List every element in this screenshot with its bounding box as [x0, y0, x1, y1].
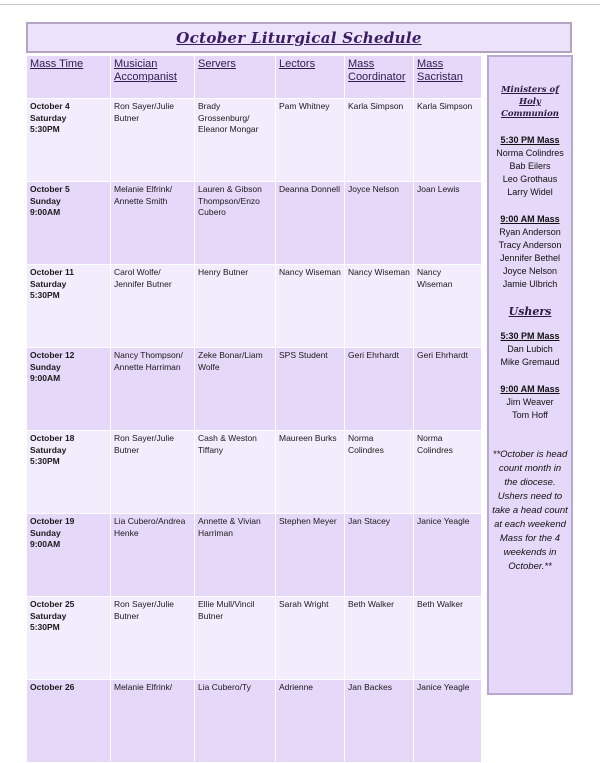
coordinator-cell: Norma Colindres [345, 431, 414, 514]
minister-name: Jennifer Bethel [499, 253, 561, 263]
mass-time: 5:30PM [30, 622, 60, 632]
musician-cell: Ron Sayer/Julie Butner [111, 431, 195, 514]
minister-name: Leo Grothaus [502, 174, 558, 184]
mass-date: October 25 [30, 599, 75, 609]
minister-name: Larry Widel [507, 187, 553, 197]
communion-group [489, 213, 571, 291]
mass-date: October 12 [30, 350, 75, 360]
lectors-cell: Maureen Burks [276, 431, 345, 514]
col-header-lectors: Lectors [276, 56, 345, 99]
table-row [27, 99, 482, 182]
head-count-note: **October is head count month in the diocese. Ushers need to take a head count at each weekend Mass for the 4 weekends in October.** [492, 449, 568, 572]
mass-time: 9:00AM [30, 539, 61, 549]
usher-name: Mike Gremaud [500, 357, 560, 367]
col-header-coordinator: Mass Coordinator [345, 56, 414, 99]
mass-date: October 19 [30, 516, 75, 526]
coordinator-cell: Nancy Wiseman [345, 265, 414, 348]
coordinator-cell: Joyce Nelson [345, 182, 414, 265]
group-heading: 5:30 PM Mass [500, 331, 560, 341]
mass-time: 5:30PM [30, 456, 60, 466]
sacristan-cell: Norma Colindres [414, 431, 482, 514]
mass-day: Saturday [30, 610, 67, 621]
musician-cell: Melanie Elfrink/ [111, 680, 195, 763]
mass-time: 5:30PM [30, 124, 60, 134]
servers-cell: Cash & Weston Tiffany [195, 431, 276, 514]
schedule-table [26, 55, 482, 763]
group-heading: 5:30 PM Mass [500, 135, 560, 145]
table-row [27, 514, 482, 597]
mass-day: Sunday [30, 361, 61, 372]
table-row [27, 265, 482, 348]
table-row [27, 680, 482, 763]
musician-cell: Melanie Elfrink/ Annette Smith [111, 182, 195, 265]
mass-date: October 18 [30, 433, 75, 443]
mass-time-cell [27, 348, 111, 431]
mass-time: 5:30PM [30, 290, 60, 300]
musician-cell: Nancy Thompson/ Annette Harriman [111, 348, 195, 431]
musician-cell: Ron Sayer/Julie Butner [111, 99, 195, 182]
lectors-cell: Stephen Meyer [276, 514, 345, 597]
coordinator-cell: Beth Walker [345, 597, 414, 680]
mass-time-cell [27, 182, 111, 265]
servers-cell: Annette & Vivian Harriman [195, 514, 276, 597]
page-title: October Liturgical Schedule [176, 28, 422, 47]
group-heading: 9:00 AM Mass [500, 214, 560, 224]
musician-cell: Lia Cubero/Andrea Henke [111, 514, 195, 597]
servers-cell: Henry Butner [195, 265, 276, 348]
servers-cell: Lia Cubero/Ty [195, 680, 276, 763]
mass-time-cell [27, 680, 111, 763]
minister-name: Ryan Anderson [499, 227, 561, 237]
mass-day: Sunday [30, 527, 61, 538]
minister-name: Bab Eilers [509, 161, 551, 171]
mass-date: October 4 [30, 101, 70, 111]
mass-day: Saturday [30, 112, 67, 123]
mass-time-cell [27, 99, 111, 182]
sacristan-cell: Joan Lewis [414, 182, 482, 265]
col-header-sacristan: Mass Sacristan [414, 56, 482, 99]
sacristan-cell: Beth Walker [414, 597, 482, 680]
lectors-cell: Adrienne [276, 680, 345, 763]
lectors-cell: SPS Student [276, 348, 345, 431]
table-row [27, 597, 482, 680]
coordinator-cell: Karla Simpson [345, 99, 414, 182]
usher-name: Jim Weaver [506, 397, 554, 407]
mass-date: October 26 [30, 682, 75, 692]
ministers-sidebar [487, 55, 573, 695]
mass-time: 9:00AM [30, 207, 61, 217]
usher-name: Dan Lubich [507, 344, 553, 354]
mass-time-cell [27, 265, 111, 348]
sacristan-cell: Geri Ehrhardt [414, 348, 482, 431]
mass-day: Saturday [30, 444, 67, 455]
sacristan-cell: Nancy Wiseman [414, 265, 482, 348]
lectors-cell: Deanna Donnell [276, 182, 345, 265]
minister-name: Norma Colindres [496, 148, 564, 158]
group-heading: 9:00 AM Mass [500, 384, 560, 394]
servers-cell: Brady Grossenburg/ Eleanor Mongar [195, 99, 276, 182]
coordinator-cell: Jan Backes [345, 680, 414, 763]
page-top-rule [0, 4, 600, 5]
mass-day: Sunday [30, 195, 61, 206]
sacristan-cell: Karla Simpson [414, 99, 482, 182]
mass-time-cell [27, 431, 111, 514]
minister-name: Jamie Ulbrich [502, 279, 558, 289]
musician-cell: Ron Sayer/Julie Butner [111, 597, 195, 680]
communion-ministers-title: Ministers of Holy Communion [501, 85, 559, 119]
minister-name: Joyce Nelson [502, 266, 558, 276]
table-row [27, 182, 482, 265]
musician-cell: Carol Wolfe/ Jennifer Butner [111, 265, 195, 348]
coordinator-cell: Jan Stacey [345, 514, 414, 597]
lectors-cell: Pam Whitney [276, 99, 345, 182]
ushers-title: Ushers [508, 305, 552, 318]
servers-cell: Ellie Mull/Vincil Butner [195, 597, 276, 680]
col-header-servers: Servers [195, 56, 276, 99]
communion-group [489, 134, 571, 199]
sacristan-cell: Janice Yeagle [414, 680, 482, 763]
mass-date: October 5 [30, 184, 70, 194]
title-banner [26, 22, 572, 53]
coordinator-cell: Geri Ehrhardt [345, 348, 414, 431]
table-row [27, 431, 482, 514]
lectors-cell: Nancy Wiseman [276, 265, 345, 348]
table-row [27, 348, 482, 431]
header-row [27, 56, 482, 99]
mass-day: Saturday [30, 278, 67, 289]
servers-cell: Zeke Bonar/Liam Wolfe [195, 348, 276, 431]
col-header-musician: Musician Accompanist [111, 56, 195, 99]
col-header-mass-time: Mass Time [27, 56, 111, 99]
mass-date: October 11 [30, 267, 74, 277]
usher-name: Tom Hoff [512, 410, 548, 420]
servers-cell: Lauren & Gibson Thompson/Enzo Cubero [195, 182, 276, 265]
usher-group [489, 383, 571, 422]
lectors-cell: Sarah Wright [276, 597, 345, 680]
minister-name: Tracy Anderson [498, 240, 562, 250]
usher-group [489, 330, 571, 369]
sacristan-cell: Janice Yeagle [414, 514, 482, 597]
mass-time: 9:00AM [30, 373, 61, 383]
mass-time-cell [27, 597, 111, 680]
mass-time-cell [27, 514, 111, 597]
